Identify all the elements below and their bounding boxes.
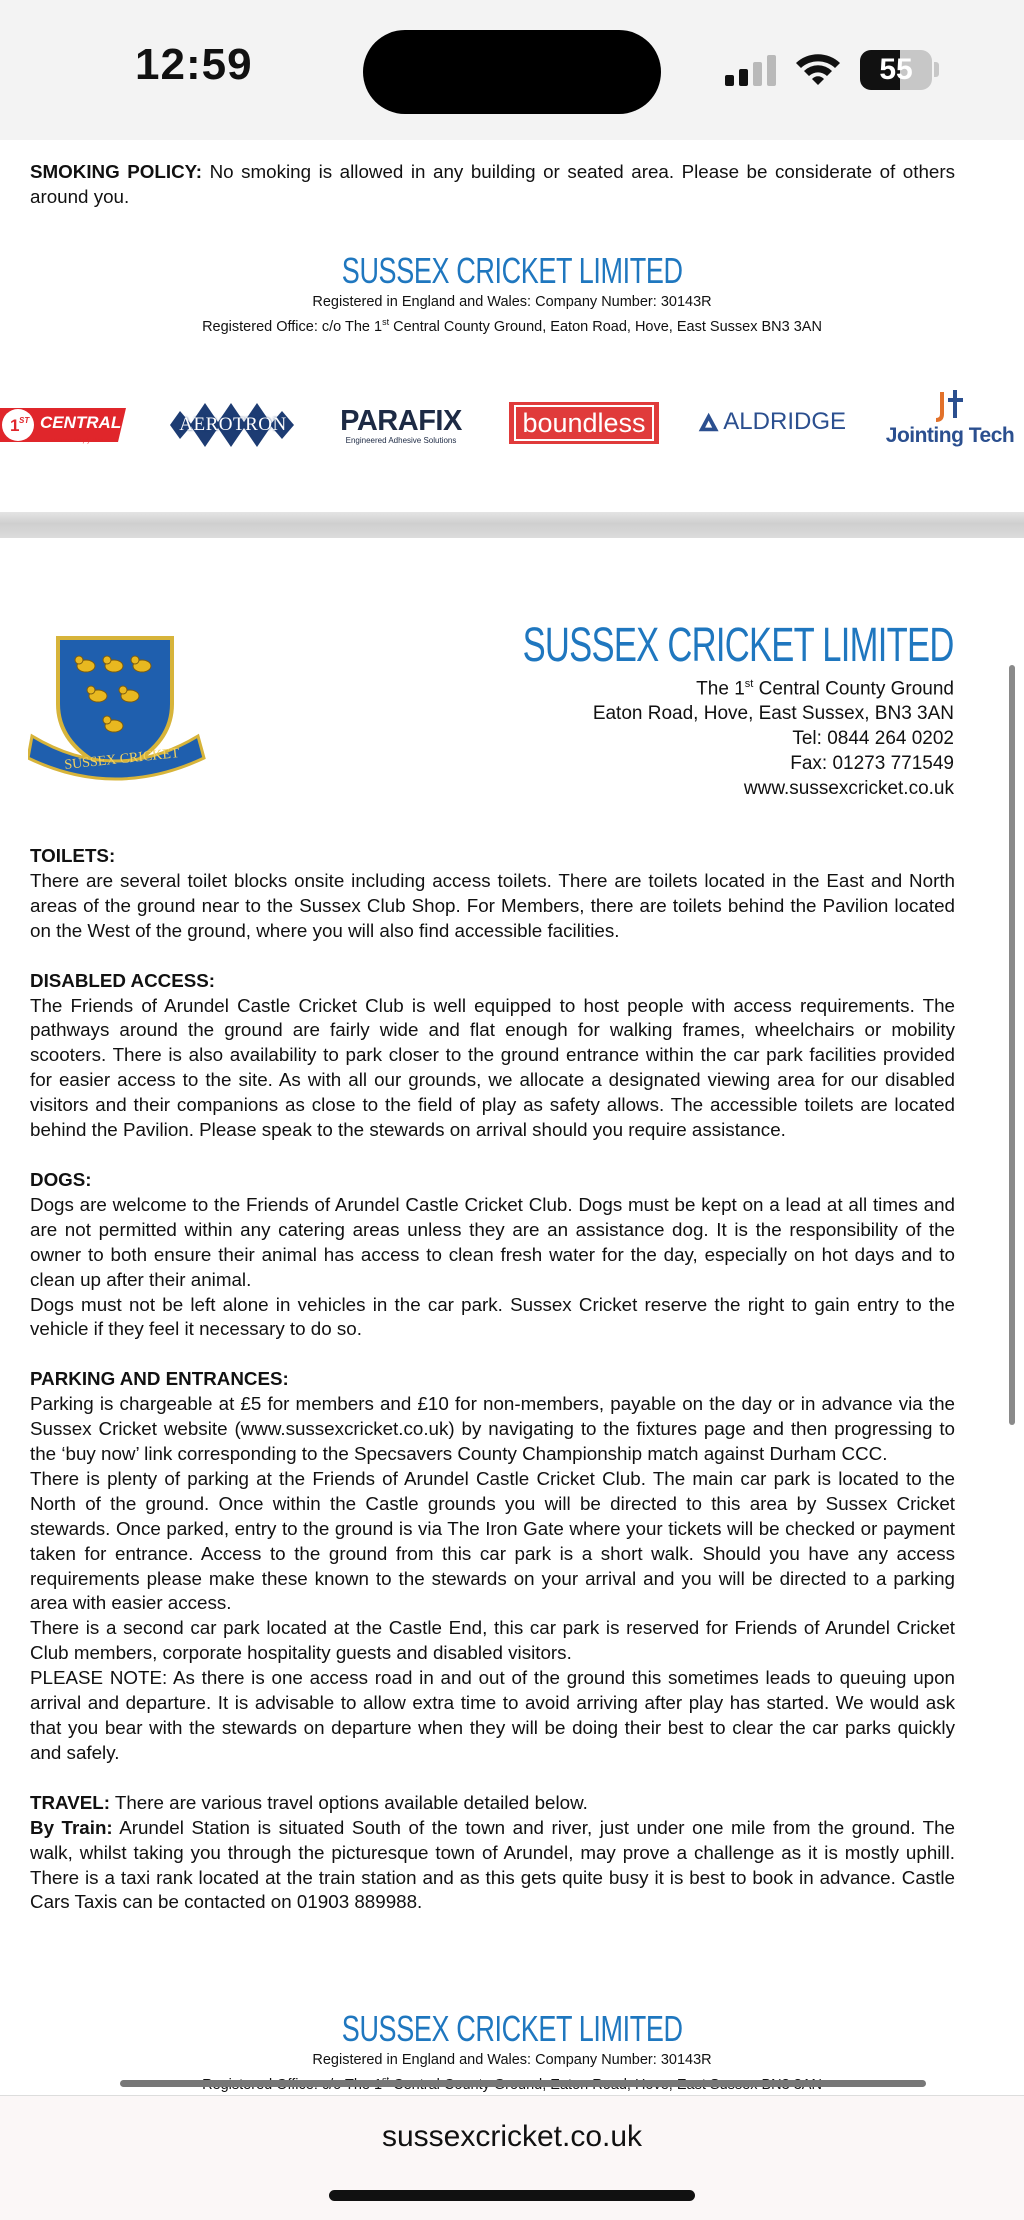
crest-label: SUSSEX CRICKET (63, 746, 181, 773)
status-time: 12:59 (135, 40, 253, 89)
toolbar-drag-handle[interactable] (120, 2080, 926, 2087)
toilets-text: There are several toilet blocks onsite including access toilets. There are toilets located in the East and North areas of the ground near to the Sussex Club Shop. For Members, there are toilets behind the Pavilion located on the West of the ground, where you will also find accessible facilities. (30, 869, 955, 941)
sponsor-1st-central-name: CENTRAL (40, 413, 122, 432)
battery-tip (934, 62, 939, 77)
cellular-signal-icon (725, 54, 781, 86)
sponsor-boundless-name: boundless (514, 405, 653, 441)
disabled-access-text: The Friends of Arundel Castle Cricket Club is well equipped to host people with access requirements. The pathways around the ground are fairly wide and flat enough for walking frames, wheelchairs or mobility scooters. There is also availability to park closer to the ground entrance within the car park facilities provided for easier access to the site. As with all our grounds, we allocate a designated viewing area for our disabled visitors and their companions as close to the field of play as safety allows. The accessible toilets are located behind the Pavilion. Please speak to the stewards on arrival should you require assistance. (30, 994, 955, 1141)
parking-heading: PARKING AND ENTRANCES: (30, 1368, 289, 1390)
sponsor-jointing-tech-logo (885, 380, 1015, 456)
sponsor-1st-central-tagline: insurance simply driven (46, 438, 109, 444)
svg-text:1: 1 (10, 416, 20, 435)
footer-brand-title: SUSSEX CRICKET LIMITED (341, 250, 683, 291)
visitor-information (30, 844, 955, 1940)
url-text[interactable]: sussexcricket.co.uk (381, 2120, 643, 2153)
vertical-scrollbar[interactable] (1009, 665, 1015, 1425)
letterhead-title: SUSSEX CRICKET LIMITED (523, 619, 954, 672)
battery-percentage: 55 (879, 53, 913, 86)
battery-icon (860, 50, 932, 90)
smoking-policy-label: SMOKING POLICY: (30, 161, 203, 182)
section-travel (30, 1791, 955, 1916)
page1-footer (0, 250, 1024, 337)
address-fax: Fax: 01273 771549 (790, 753, 954, 775)
home-indicator[interactable] (329, 2190, 695, 2201)
address-website: www.sussexcricket.co.uk (743, 778, 954, 800)
parking-note: PLEASE NOTE: As there is one access road in and out of the ground this sometimes leads to queuing upon arrival and departure. It is advisable to allow extra time to avoid arriving after play has started. We would ask that you bear with the stewards on departure when they will be doing their best to clear the car parks quickly and safely. (30, 1667, 955, 1763)
sponsor-1st-central-logo (0, 400, 130, 452)
sponsor-parafix-logo (336, 400, 466, 450)
toilets-heading: TOILETS: (30, 845, 116, 866)
dynamic-island (363, 30, 661, 114)
sponsor-logos (0, 370, 1024, 470)
section-disabled-access (30, 969, 955, 1143)
footer2-registration: Registered in England and Wales: Company Number: 30143R (312, 2052, 712, 2068)
parking-text-3: There is a second car park located at the Castle End, this car park is reserved for Friends of Arundel Cricket Club members, corporate hospitality guests and disabled visitors. (30, 1617, 955, 1664)
dogs-text: Dogs are welcome to the Friends of Arundel Castle Cricket Club. Dogs must be kept on a lead at all times and are not permitted within any catering areas unless they are an assistance dog. It is the responsibility of the owner to both ensure their animal has access to clean fresh water for the day, especially on hot days and to clean up after their animal. (30, 1193, 955, 1290)
by-train-heading: By Train: (30, 1816, 113, 1838)
sponsor-aldridge-logo (698, 402, 846, 442)
address-line-1: The 1st Central County Ground (696, 678, 954, 700)
sponsor-aldridge-name: ALDRIDGE (723, 408, 846, 435)
by-train-text: Arundel Station is situated South of the town and river, just under one mile from the ground. The walk, whilst taking you through the picturesque town of Arundel, may prove a challenge as it is mostly uphill. There is a taxi rank located at the train station and as this gets quite busy it is best to book in advance. Castle Cars Taxis can be contacted on 01903 889988. (30, 1816, 955, 1913)
document-page-2 (0, 538, 1024, 2098)
footer-registered-office: Registered Office: c/o The 1st Central County Ground, Eaton Road, Hove, East Sussex BN3 3AN (202, 317, 822, 335)
page-divider (0, 512, 1024, 538)
sponsor-aerotron-logo (170, 395, 296, 455)
section-dogs (30, 1168, 955, 1342)
address-line-2: Eaton Road, Hove, East Sussex, BN3 3AN (592, 703, 954, 725)
status-bar (0, 0, 1024, 140)
disabled-access-heading: DISABLED ACCESS: (30, 969, 216, 991)
sponsor-boundless-logo (509, 402, 659, 444)
parking-text: Parking is chargeable at £5 for members and £10 for non-members, payable on the day or in advance via the Sussex Cricket website (www.sussexcricket.co.uk) by navigating to the fixtures page and then progressing to the ‘buy now’ link corresponding to the Specsavers County Championship match against Durham CCC. (30, 1393, 955, 1465)
section-parking (30, 1367, 955, 1766)
sponsor-aerotron-name: AEROTRON (179, 414, 287, 435)
sponsor-parafix-tagline: Engineered Adhesive Solutions (345, 436, 457, 445)
sponsor-1st-central-sup: ST (19, 416, 30, 425)
travel-heading: TRAVEL: (30, 1791, 110, 1813)
sponsor-jointing-tech-name: Jointing Tech (885, 424, 1015, 447)
dogs-heading: DOGS: (30, 1168, 92, 1190)
smoking-policy-text: No smoking is allowed in any building or seated area. Please be considerate of others around you. (30, 161, 955, 207)
browser-address-bar[interactable] (0, 2095, 1024, 2220)
footer-registration: Registered in England and Wales: Company Number: 30143R (312, 294, 712, 310)
document-page-1 (0, 140, 1024, 512)
address-tel: Tel: 0844 264 0202 (792, 728, 954, 750)
travel-intro: There are various travel options available detailed below. (110, 1791, 588, 1813)
sponsor-parafix-name: PARAFIX (340, 405, 462, 437)
footer2-brand-title: SUSSEX CRICKET LIMITED (341, 2008, 683, 2049)
letterhead-address (593, 672, 954, 801)
parking-text-2: There is plenty of parking at the Friends of Arundel Castle Cricket Club. The main car park is located to the North of the ground. Once within the Castle grounds you will be directed to this area by Sussex Cricket stewards. Once parked, entry to the ground is via The Iron Gate where your tickets will be checked or payment taken for entrance. Access to the ground from this car park is a short walk. Should you have any access requirements please make these known to the stewards on your arrival and you will be directed to a parking area with easier access. (30, 1467, 955, 1614)
wifi-icon (793, 50, 843, 88)
section-toilets (30, 844, 955, 944)
smoking-policy (30, 160, 955, 210)
dogs-text-2: Dogs must not be left alone in vehicles in the car park. Sussex Cricket reserve the right to gain entry to the vehicle if they feel it necessary to do so. (30, 1293, 955, 1340)
